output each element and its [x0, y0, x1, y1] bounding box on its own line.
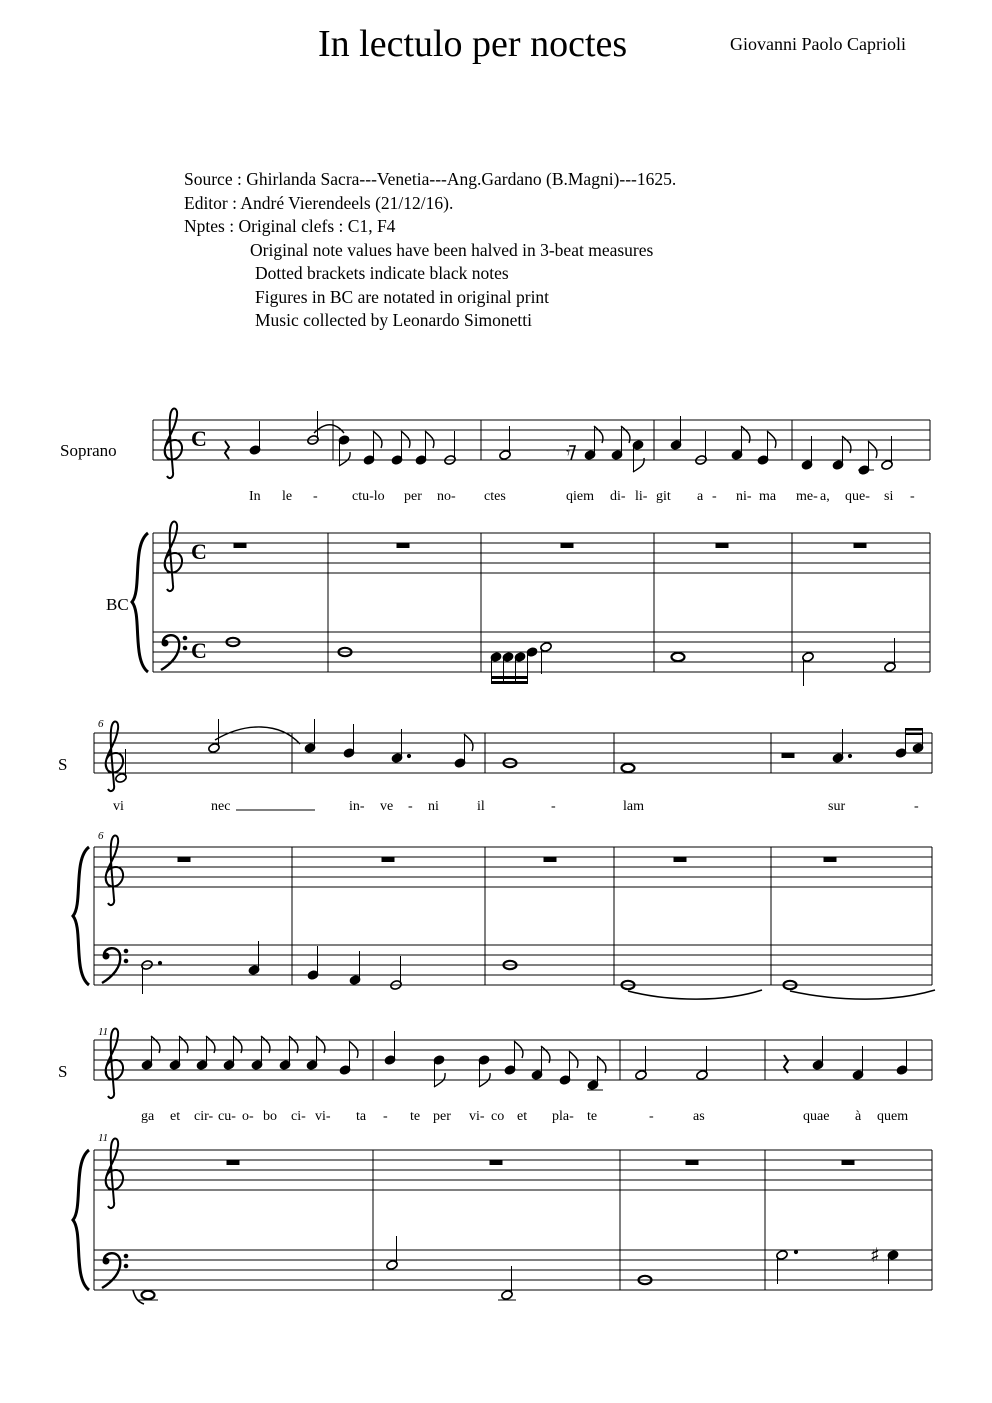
- staff-soprano-1: [153, 420, 930, 460]
- syllable: vi-: [315, 1109, 331, 1124]
- syllable: -: [313, 489, 318, 504]
- syllable: me-: [796, 489, 818, 504]
- syllable: et: [170, 1109, 181, 1124]
- staff-bc-treble-3: [94, 1150, 932, 1190]
- syllable: te: [587, 1109, 598, 1124]
- syllable: il: [477, 799, 485, 814]
- syllable: ci-: [291, 1109, 306, 1124]
- svg-text:𝄾: 𝄾: [566, 445, 571, 462]
- syllable: co: [491, 1109, 505, 1124]
- note-values: Original note values have been halved in 3-beat measures: [250, 239, 654, 260]
- syllable: lam: [623, 799, 644, 814]
- syllable: sur: [828, 799, 846, 814]
- system-1: [132, 409, 930, 686]
- syllable: ma: [759, 489, 777, 504]
- syllable: ta: [356, 1109, 367, 1124]
- syllable: per: [433, 1109, 451, 1124]
- syllable: nec: [211, 799, 231, 814]
- syllable: te: [410, 1109, 421, 1124]
- part-label-s-system3: S: [58, 1062, 68, 1081]
- syllable: qiem: [566, 489, 594, 504]
- note-clefs: Nptes : Original clefs : C1, F4: [184, 216, 396, 236]
- staff-bc-bass-2: [94, 945, 932, 985]
- time-signature: C: [191, 539, 207, 564]
- syllable: bo: [263, 1109, 277, 1124]
- syllable: le: [282, 489, 293, 504]
- system-3: [73, 1029, 932, 1304]
- composer-name: Giovanni Paolo Caprioli: [730, 34, 906, 54]
- syllable: à: [855, 1109, 862, 1124]
- syllable: -: [408, 799, 413, 814]
- part-label-soprano: Soprano: [60, 441, 117, 460]
- syllable: o-: [242, 1109, 254, 1124]
- measure-number-11-bc: 11: [98, 1132, 109, 1144]
- syllable: in-: [349, 799, 365, 814]
- syllable: cu-: [218, 1109, 236, 1124]
- note-figures: Figures in BC are notated in original print: [255, 286, 550, 307]
- syllable: git: [656, 489, 671, 504]
- note-collected: Music collected by Leonardo Simonetti: [255, 310, 533, 330]
- measure-number-6: 6: [98, 718, 104, 730]
- time-signature: C: [191, 638, 207, 663]
- syllable: as: [693, 1109, 705, 1124]
- syllable: ctu-lo: [352, 489, 385, 504]
- syllable: ni-: [736, 489, 752, 504]
- syllable: -: [712, 489, 717, 504]
- syllable: In: [249, 489, 261, 504]
- note-source: Source : Ghirlanda Sacra---Venetia---Ang.Gardano (B.Magni)---1625.: [184, 169, 677, 189]
- staff-soprano-3: [94, 1040, 932, 1080]
- note-brackets: Dotted brackets indicate black notes: [255, 263, 509, 283]
- syllable: et: [517, 1109, 528, 1124]
- syllable: no-: [437, 489, 456, 504]
- syllable: -: [914, 799, 919, 814]
- staff-bc-treble-2: [94, 847, 932, 887]
- syllable: -: [910, 489, 915, 504]
- staff-bc-bass-3: [94, 1250, 932, 1290]
- syllable: ctes: [484, 489, 506, 504]
- syllable: quae: [803, 1109, 830, 1124]
- measure-number-6-bc: 6: [98, 830, 104, 842]
- staff-bc-treble-1: [153, 533, 930, 573]
- syllable: vi-: [469, 1109, 485, 1124]
- time-signature: C: [191, 426, 207, 451]
- syllable: si: [884, 489, 894, 504]
- syllable: a,: [820, 489, 830, 504]
- note-editor: Editor : André Vierendeels (21/12/16).: [184, 192, 454, 213]
- syllable: li-: [635, 489, 648, 504]
- syllable: -: [551, 799, 556, 814]
- syllable: per: [404, 489, 422, 504]
- syllable: -: [649, 1109, 654, 1124]
- system-2: [73, 719, 935, 999]
- piece-title: In lectulo per noctes: [318, 23, 628, 65]
- syllable: vi: [113, 799, 124, 814]
- syllable: -: [383, 1109, 388, 1124]
- syllable: a: [697, 489, 704, 504]
- syllable: pla-: [552, 1109, 574, 1124]
- syllable: quem: [877, 1109, 909, 1124]
- syllable: ve: [380, 799, 394, 814]
- svg-text:♯: ♯: [870, 1243, 880, 1267]
- syllable: que-: [845, 489, 870, 504]
- syllable: ni: [428, 799, 439, 814]
- part-label-bc: BC: [106, 595, 129, 614]
- syllable: ga: [141, 1109, 155, 1124]
- syllable: di-: [610, 489, 626, 504]
- part-label-s-system2: S: [58, 755, 68, 774]
- measure-number-11: 11: [98, 1026, 109, 1038]
- syllable: cir-: [194, 1109, 214, 1124]
